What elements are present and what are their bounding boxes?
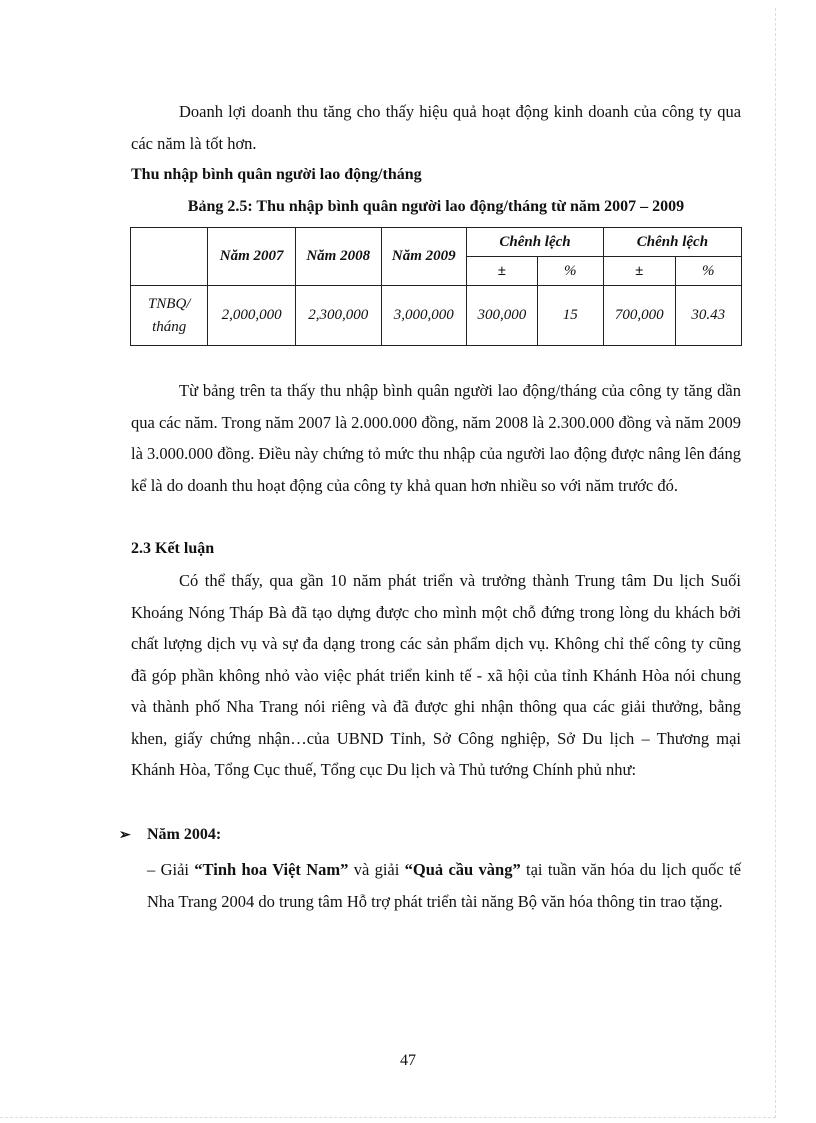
award-mid-text: và giải bbox=[348, 860, 405, 879]
award-dash-text: – Giải bbox=[147, 860, 195, 879]
analysis-line: với năm trước đó. bbox=[559, 475, 678, 495]
conclusion-line: Thương mại Khánh Hòa, Tổng Cục thuế, Tổng cục Du lịch và Thủ tướng Chính phủ bbox=[131, 728, 742, 779]
cell-diff1-abs: 300,000 bbox=[467, 286, 538, 346]
header-abs-1: ± bbox=[467, 257, 538, 286]
header-2009: Năm 2009 bbox=[381, 228, 467, 286]
section-heading: Thu nhập bình quân người lao động/tháng bbox=[131, 166, 422, 183]
header-pct-1: % bbox=[537, 257, 603, 286]
award-name-2: “Quả cầu vàng” bbox=[404, 860, 521, 879]
conclusion-paragraph bbox=[131, 565, 741, 786]
conclusion-heading: 2.3 Kết luận bbox=[131, 540, 215, 557]
award-name-1: “Tinh hoa Việt Nam” bbox=[194, 860, 349, 879]
analysis-paragraph bbox=[131, 375, 741, 501]
table-corner-cell bbox=[131, 228, 208, 286]
conclusion-line: nói chung và thành phố Nha Trang nói riêng và đã được ghi nhận thông qua các giải bbox=[131, 665, 741, 716]
cell-2008: 2,300,000 bbox=[295, 286, 381, 346]
cell-diff2-abs: 700,000 bbox=[603, 286, 675, 346]
header-difference-1: Chênh lệch bbox=[467, 228, 604, 257]
conclusion-line: ty cũng đã góp phần không nhỏ vào việc phát triển kinh tế - xã hội của tỉnh Khánh Hòa bbox=[131, 634, 742, 685]
header-pct-2: % bbox=[675, 257, 742, 286]
row-label-line-1: TNBQ/ bbox=[147, 295, 191, 312]
arrow-bullet-icon: ➢ bbox=[119, 828, 131, 843]
conclusion-line: Khoáng Nóng Tháp Bà đã tạo dựng được cho mình một chỗ đứng trong lòng du khách bbox=[131, 602, 715, 622]
header-difference-2: Chênh lệch bbox=[603, 228, 741, 257]
cell-2007: 2,000,000 bbox=[208, 286, 296, 346]
analysis-line: năm 2009 là 3.000.000 đồng. Điều này chứng tỏ mức thu nhập của người lao động bbox=[131, 412, 741, 463]
cell-diff2-pct: 30.43 bbox=[675, 286, 742, 346]
analysis-line: dần qua các năm. Trong năm 2007 là 2.000.000 đồng, năm 2008 là 2.300.000 đồng và bbox=[131, 381, 741, 432]
award-line-2: tế Nha Trang 2004 do trung tâm Hỗ trợ phát triển tài năng Bộ văn hóa thông tin trao bbox=[147, 860, 741, 911]
bullet-label: Năm 2004: bbox=[147, 826, 222, 843]
header-2008: Năm 2008 bbox=[295, 228, 381, 286]
analysis-line: Từ bảng trên ta thấy thu nhập bình quân người lao động/tháng của công ty tăng bbox=[179, 381, 713, 400]
table-caption: Bảng 2.5: Thu nhập bình quân người lao động/tháng từ năm 2007 – 2009 bbox=[187, 198, 685, 215]
row-label bbox=[131, 286, 208, 346]
header-2007: Năm 2007 bbox=[208, 228, 296, 286]
award-paragraph bbox=[147, 854, 741, 917]
margin-guide-right bbox=[775, 8, 776, 1118]
bullet-year-2004 bbox=[119, 826, 221, 844]
award-line-3: tặng. bbox=[690, 891, 723, 911]
intro-line-2: qua các năm là tốt hơn. bbox=[131, 102, 742, 153]
conclusion-line: thưởng, bằng khen, giấy chứng nhận…của UBND Tỉnh, Sở Công nghiệp, Sở Du lịch – bbox=[131, 697, 742, 748]
page-number: 47 bbox=[400, 1052, 416, 1069]
margin-guide-bottom bbox=[0, 1117, 776, 1118]
conclusion-line: bởi chất lượng dịch vụ và sự đa dạng trong các sản phẩm dịch vụ. Không chỉ thế công bbox=[131, 602, 741, 653]
intro-paragraph bbox=[131, 96, 741, 159]
intro-line-1: Doanh lợi doanh thu tăng cho thấy hiệu quả hoạt động kinh doanh của công ty bbox=[179, 102, 712, 121]
conclusion-line: Có thể thấy, qua gần 10 năm phát triển và trưởng thành Trung tâm Du lịch Suối bbox=[179, 571, 741, 590]
award-tail-text: tại tuần văn hóa du lịch quốc bbox=[520, 860, 724, 879]
header-abs-2: ± bbox=[603, 257, 675, 286]
analysis-line: được nâng lên đáng kể là do doanh thu hoạt động của công ty khả quan hơn nhiều so bbox=[131, 444, 742, 495]
row-label-line-2: tháng bbox=[152, 318, 187, 335]
conclusion-line: như: bbox=[606, 760, 637, 779]
income-table bbox=[130, 227, 742, 346]
cell-diff1-pct: 15 bbox=[537, 286, 603, 346]
cell-2009: 3,000,000 bbox=[381, 286, 467, 346]
